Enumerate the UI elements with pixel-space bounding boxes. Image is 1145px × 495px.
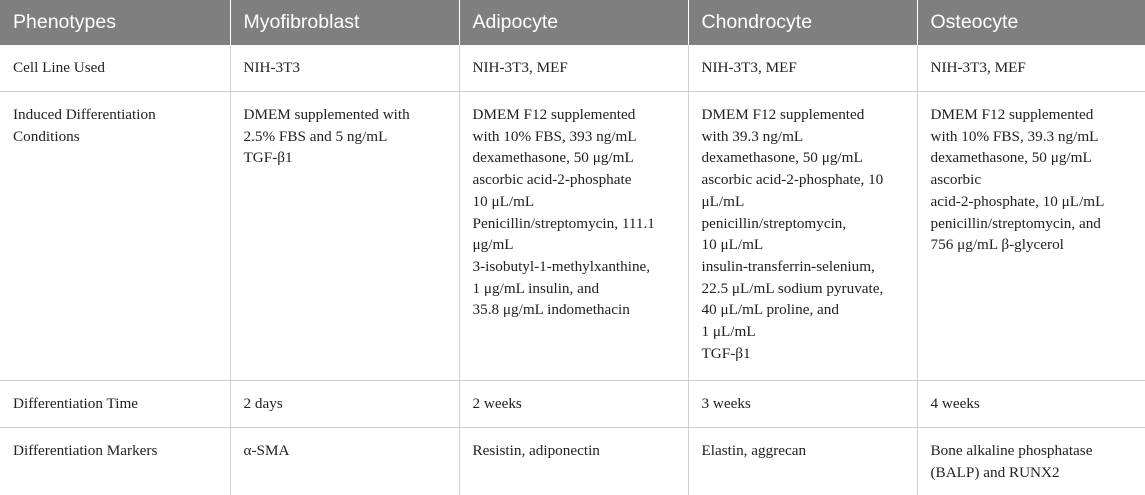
table-cell: 3 weeks [688, 381, 917, 428]
table-cell: DMEM F12 supplemented with 10% FBS, 393 ng/mL dexamethasone, 50 μg/mL ascorbic acid-2-phosphate 10 μL/mL Penicillin/streptomycin, 111.1 μg/mL 3-isobutyl-1-methylxanthine, 1 μg/mL insulin, and 35.8 μg/mL indomethacin [459, 92, 688, 381]
table-body [0, 45, 1145, 495]
table-cell: NIH-3T3, MEF [917, 45, 1145, 92]
table-cell: 2 days [230, 381, 459, 428]
table-cell: NIH-3T3 [230, 45, 459, 92]
table-cell: α-SMA [230, 428, 459, 495]
table-row [0, 428, 1145, 495]
row-label: Differentiation Markers [0, 428, 230, 495]
header-myofibroblast: Myofibroblast [230, 0, 459, 45]
table-cell: Resistin, adiponectin [459, 428, 688, 495]
table-row [0, 381, 1145, 428]
row-label: Induced Differentiation Conditions [0, 92, 230, 381]
table-cell: Elastin, aggrecan [688, 428, 917, 495]
row-label: Cell Line Used [0, 45, 230, 92]
table-cell: DMEM F12 supplemented with 10% FBS, 39.3 ng/mL dexamethasone, 50 μg/mL ascorbic acid-2-phosphate, 10 μL/mL penicillin/streptomycin, and 756 μg/mL β-glycerol [917, 92, 1145, 381]
table-cell: DMEM F12 supplemented with 39.3 ng/mL dexamethasone, 50 μg/mL ascorbic acid-2-phosphate, 10 μL/mL penicillin/streptomycin, 10 μL/mL insulin-transferrin-selenium, 22.5 μL/mL sodium pyruvate, 40 μL/mL proline, and 1 μL/mL TGF-β1 [688, 92, 917, 381]
header-chondrocyte: Chondrocyte [688, 0, 917, 45]
table-cell: NIH-3T3, MEF [688, 45, 917, 92]
table-row [0, 92, 1145, 381]
table-cell: NIH-3T3, MEF [459, 45, 688, 92]
header-phenotypes: Phenotypes [0, 0, 230, 45]
header-row [0, 0, 1145, 45]
table-row [0, 45, 1145, 92]
table-cell: DMEM supplemented with 2.5% FBS and 5 ng/mL TGF-β1 [230, 92, 459, 381]
header-adipocyte: Adipocyte [459, 0, 688, 45]
table-cell: 2 weeks [459, 381, 688, 428]
header-osteocyte: Osteocyte [917, 0, 1145, 45]
table-cell: 4 weeks [917, 381, 1145, 428]
table-header [0, 0, 1145, 45]
row-label: Differentiation Time [0, 381, 230, 428]
table-cell: Bone alkaline phosphatase (BALP) and RUNX2 [917, 428, 1145, 495]
